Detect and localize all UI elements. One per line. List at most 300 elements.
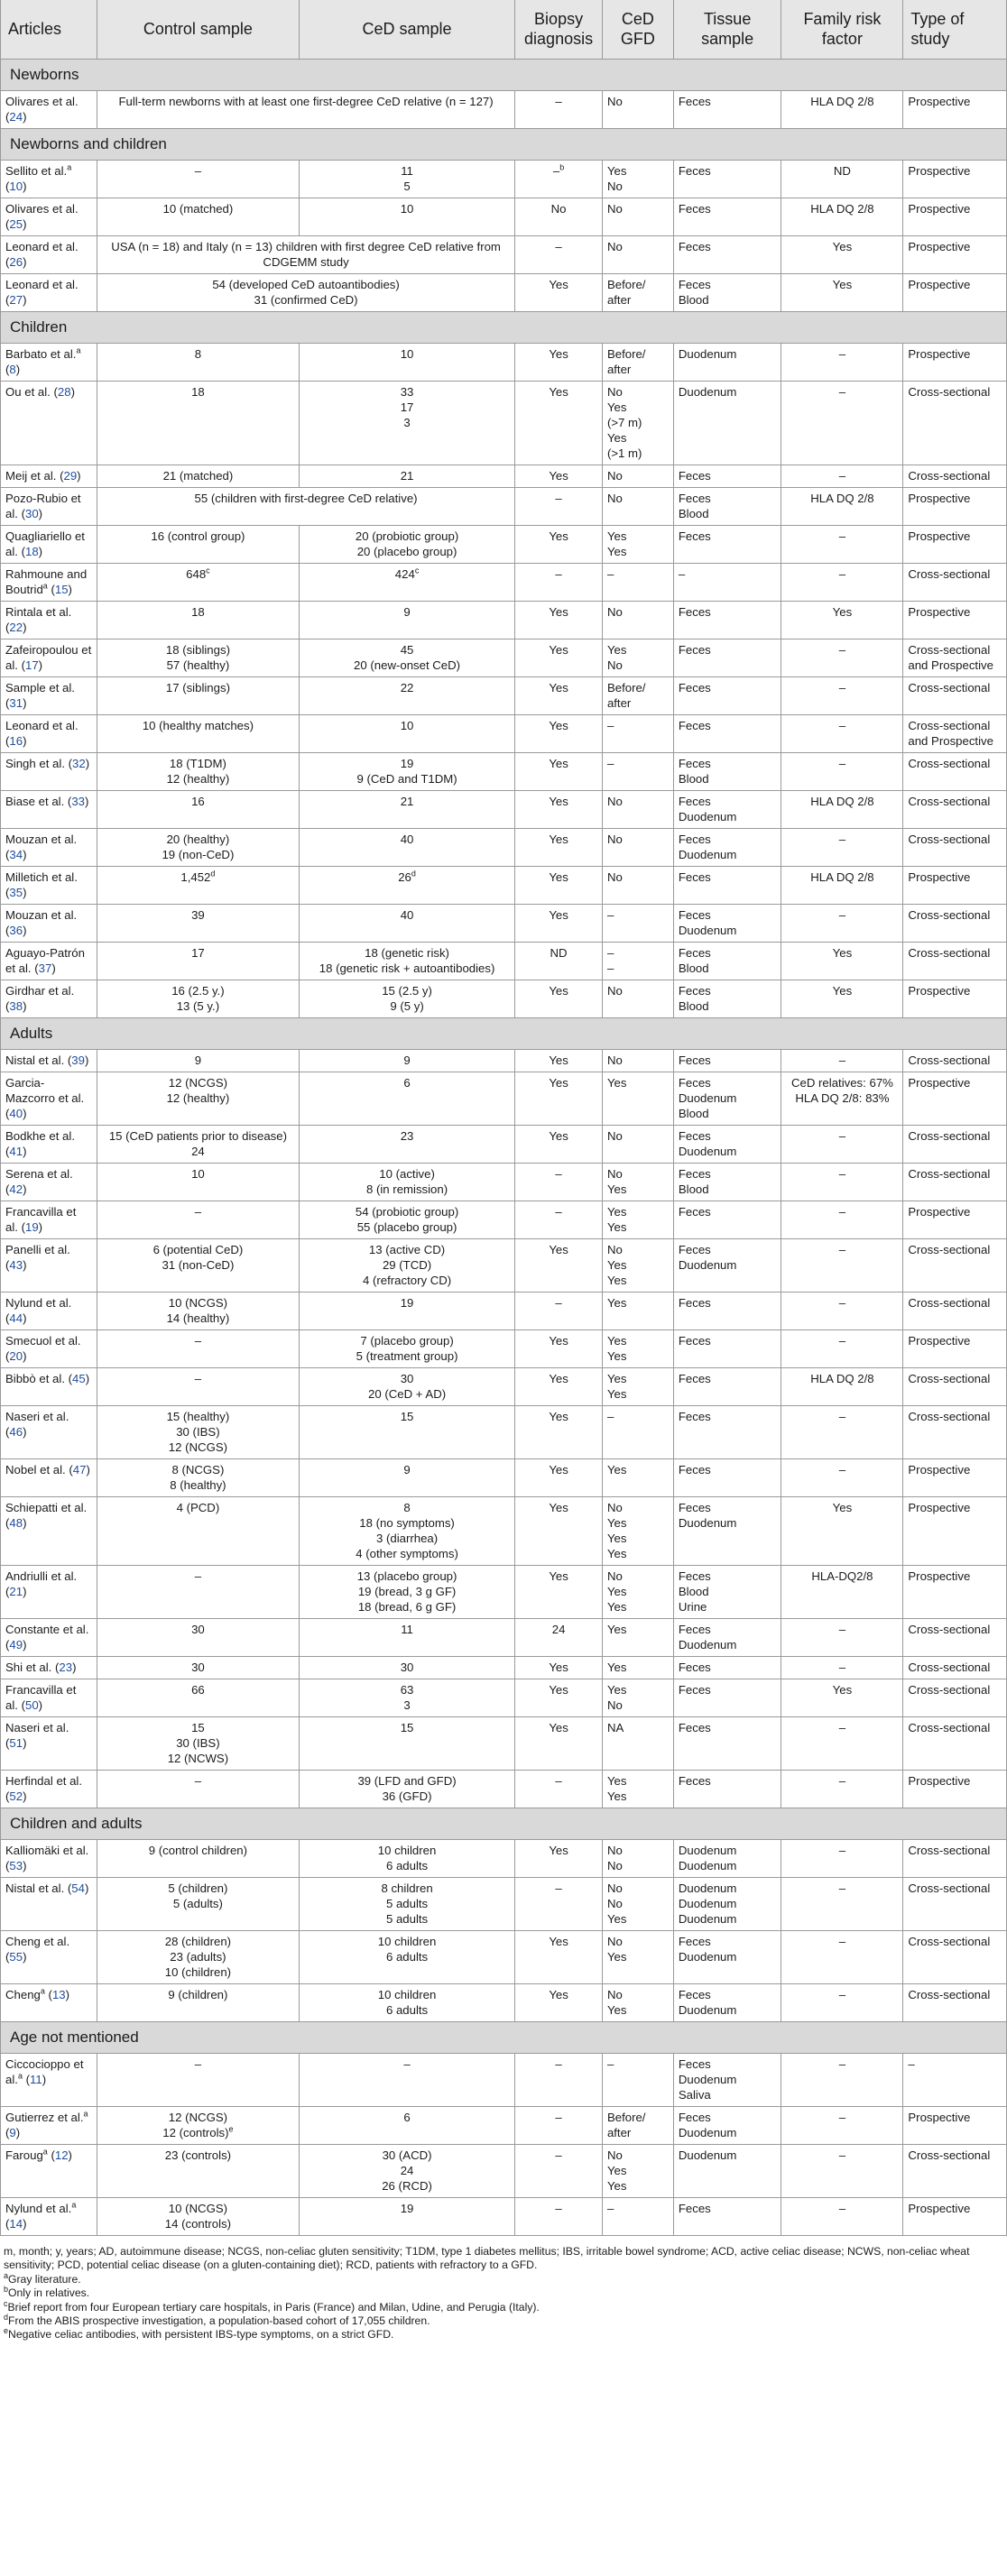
article-author: Nylund et al. — [5, 2202, 72, 2215]
cell-ced-sample — [299, 1330, 514, 1368]
cell-family-risk — [781, 161, 903, 198]
reference-link[interactable]: 46 — [9, 1425, 23, 1439]
cell-tissue — [673, 867, 781, 905]
cell-biopsy — [515, 1984, 603, 2022]
reference-link[interactable]: 33 — [71, 795, 85, 808]
cell-article: Smecuol et al. (20) — [1, 1330, 97, 1368]
cell-study-type: Cross-sectional — [903, 465, 1007, 488]
cell-line: No — [606, 1129, 623, 1143]
cell-family-risk — [781, 91, 903, 129]
cell-line: No — [606, 1053, 623, 1067]
table-row — [1, 753, 1007, 791]
cell-study-type: Cross-sectional — [903, 829, 1007, 867]
cell-ced-sample — [299, 1126, 514, 1164]
biopsy-value: – — [555, 1296, 562, 1310]
cell-line: Duodenum — [678, 848, 737, 861]
cell-line: 6 (potential CeD) — [152, 1243, 244, 1256]
reference-link[interactable]: 38 — [9, 999, 23, 1013]
cell-line: Feces — [678, 681, 711, 695]
cell-line: – — [838, 1661, 846, 1674]
cell-line: 4 (refractory CD) — [362, 1274, 452, 1287]
cell-ced-sample — [299, 1931, 514, 1984]
cell-tissue — [673, 465, 781, 488]
cell-line: NA — [606, 1721, 624, 1734]
reference-link[interactable]: 25 — [9, 217, 23, 231]
cell-biopsy — [515, 1239, 603, 1293]
cell-gfd — [602, 488, 673, 526]
cell-article: Milletich et al. (35) — [1, 867, 97, 905]
cell-line: 8 — [194, 347, 202, 361]
cell-line: No — [606, 469, 623, 483]
cell-family-risk — [781, 1368, 903, 1406]
cell-line: 11 — [401, 164, 413, 178]
cell-ced-sample — [299, 602, 514, 639]
cell-gfd — [602, 715, 673, 753]
cell-line: 66 — [191, 1683, 205, 1697]
biopsy-value: Yes — [549, 757, 568, 770]
cell-tissue — [673, 980, 781, 1018]
cell-line: Yes — [606, 1600, 627, 1614]
biopsy-value: Yes — [549, 1243, 568, 1256]
biopsy-value: – — [552, 164, 560, 178]
reference-link[interactable]: 54 — [71, 1881, 85, 1895]
cell-line: – — [838, 1205, 846, 1219]
cell-ced-sample — [299, 980, 514, 1018]
cell-line: 12 (healthy) — [166, 1091, 230, 1105]
cell-article: Schiepatti et al. (48) — [1, 1497, 97, 1566]
cell-biopsy — [515, 1840, 603, 1878]
cell-gfd — [602, 1368, 673, 1406]
cell-line: Yes — [832, 946, 853, 960]
cell-gfd — [602, 1050, 673, 1072]
cell-line: Blood — [678, 293, 709, 307]
cell-line: 8 (NCGS) — [171, 1463, 225, 1477]
cell-ced-sample — [299, 867, 514, 905]
biopsy-value: ND — [550, 946, 568, 960]
cell-gfd — [602, 1566, 673, 1619]
table-row — [1, 382, 1007, 465]
table-row — [1, 1878, 1007, 1931]
cell-line: Saliva — [678, 2088, 711, 2102]
cell-control-sample — [97, 1931, 299, 1984]
footnote-a: $^a$Gray literature. — [4, 2270, 81, 2286]
cell-study-type: Prospective — [903, 1459, 1007, 1497]
cell-line: Duodenum — [678, 1897, 737, 1910]
reference-link[interactable]: 23 — [59, 1661, 73, 1674]
cell-line: Full-term newborns with at least one first-degree CeD relative (n = 127) — [118, 95, 494, 108]
cell-study-type: Cross-sectional — [903, 1878, 1007, 1931]
cell-family-risk — [781, 1878, 903, 1931]
biopsy-value: Yes — [549, 719, 568, 732]
table-row — [1, 1201, 1007, 1239]
cell-tissue — [673, 829, 781, 867]
reference-link[interactable]: 19 — [25, 1220, 39, 1234]
cell-line: No — [606, 1569, 623, 1583]
cell-control-sample — [97, 161, 299, 198]
cell-line: after — [606, 293, 632, 307]
cell-gfd — [602, 2107, 673, 2145]
biopsy-value: Yes — [549, 385, 568, 399]
cell-line: 5 (adults) — [172, 1897, 223, 1910]
reference-link[interactable]: 12 — [54, 2148, 69, 2162]
cell-line: Yes — [606, 1774, 627, 1788]
reference-link[interactable]: 43 — [9, 1258, 23, 1272]
cell-tissue — [673, 753, 781, 791]
cell-line: Yes — [606, 1623, 627, 1636]
cell-control-sample — [97, 980, 299, 1018]
cell-line: 9 (5 y) — [390, 999, 424, 1013]
cell-article: Naseri et al. (51) — [1, 1717, 97, 1771]
biopsy-value: – — [555, 2057, 562, 2071]
cell-line: Duodenum — [678, 347, 737, 361]
cell-line: Feces — [678, 833, 711, 846]
cell-line: – — [838, 1410, 846, 1423]
cell-control-sample — [97, 1201, 299, 1239]
article-author: Sellito et al. — [5, 164, 68, 178]
article-author: Singh et al. — [5, 757, 65, 770]
cell-line: Feces — [678, 1683, 711, 1697]
cell-line: 9 (children) — [168, 1988, 228, 2001]
cell-study-type: Cross-sectional — [903, 1984, 1007, 2022]
cell-line: Yes — [606, 164, 627, 178]
reference-link[interactable]: 27 — [9, 293, 23, 307]
cell-line: – — [838, 1463, 846, 1477]
cell-article: Herfindal et al. (52) — [1, 1771, 97, 1808]
cell-article: Nylund et al. (44) — [1, 1293, 97, 1330]
reference-link[interactable]: 51 — [9, 1736, 23, 1750]
cell-line: USA (n = 18) and Italy (n = 13) children with first degree CeD relative from CDGEMM study — [111, 240, 501, 269]
reference-link[interactable]: 26 — [9, 255, 23, 269]
cell-line: Before/ — [606, 2111, 646, 2124]
reference-link[interactable]: 29 — [63, 469, 78, 483]
reference-link[interactable]: 22 — [9, 621, 23, 634]
cell-line: Yes — [606, 1683, 627, 1697]
cell-ced-sample — [299, 943, 514, 980]
reference-link[interactable]: 32 — [72, 757, 86, 770]
reference-link[interactable]: 8 — [9, 363, 16, 376]
reference-link[interactable]: 40 — [9, 1107, 23, 1120]
cell-line: No — [606, 1844, 623, 1857]
cell-biopsy — [515, 161, 603, 198]
cell-line: 20 (CeD + AD) — [368, 1387, 447, 1401]
cell-family-risk — [781, 2107, 903, 2145]
cell-line: Duodenum — [678, 2126, 737, 2139]
cell-line: 57 (healthy) — [166, 658, 230, 672]
cell-biopsy — [515, 980, 603, 1018]
cell-family-risk — [781, 526, 903, 564]
cell-gfd — [602, 91, 673, 129]
cell-family-risk — [781, 198, 903, 236]
cell-line: 15 (healthy) — [166, 1410, 230, 1423]
reference-link[interactable]: 45 — [72, 1372, 86, 1385]
cell-biopsy — [515, 2107, 603, 2145]
table-row — [1, 1050, 1007, 1072]
cell-line: No — [606, 605, 623, 619]
cell-article: Zafeiropoulou et al. (17) — [1, 639, 97, 677]
reference-link[interactable]: 31 — [9, 696, 23, 710]
cell-line: Yes — [606, 1182, 627, 1196]
cell-ced-sample — [299, 1201, 514, 1239]
cell-tissue — [673, 1368, 781, 1406]
reference-link[interactable]: 50 — [25, 1698, 39, 1712]
table-row — [1, 1657, 1007, 1679]
cell-study-type: Cross-sectional — [903, 791, 1007, 829]
cell-gfd — [602, 1717, 673, 1771]
header-row — [1, 0, 1007, 60]
cell-tissue — [673, 1050, 781, 1072]
article-author: Nistal et al. — [5, 1881, 65, 1895]
cell-line: Feces — [678, 719, 711, 732]
reference-link[interactable]: 36 — [9, 924, 23, 937]
cell-line: No — [606, 1243, 623, 1256]
cell-line: 40 — [400, 833, 414, 846]
cell-control-sample — [97, 1164, 299, 1201]
table-row — [1, 1126, 1007, 1164]
cell-biopsy — [515, 2054, 603, 2107]
reference-link[interactable]: 55 — [9, 1950, 23, 1964]
cell-gfd — [602, 526, 673, 564]
biopsy-value: – — [555, 1881, 562, 1895]
article-footnote-mark: a — [42, 2147, 48, 2157]
cell-tissue — [673, 1164, 781, 1201]
cell-line: – — [606, 946, 614, 960]
cell-line: 30 (ACD) — [382, 2148, 432, 2162]
cell-line: 18 — [191, 605, 205, 619]
cell-line: – — [838, 2057, 846, 2071]
cell-line: Yes — [606, 1274, 627, 1287]
reference-link[interactable]: 30 — [25, 507, 39, 520]
cell-line: Yes — [606, 2003, 627, 2017]
cell-line: 10 (NCGS) — [168, 2202, 228, 2215]
reference-link[interactable]: 41 — [9, 1145, 23, 1158]
header-ced-sample: CeD sample — [299, 0, 514, 60]
table-row — [1, 2198, 1007, 2236]
cell-biopsy — [515, 677, 603, 715]
biopsy-value: – — [555, 2202, 562, 2215]
cell-line: 20 (healthy) — [166, 833, 230, 846]
cell-gfd — [602, 1459, 673, 1497]
cell-gfd — [602, 677, 673, 715]
cell-article: Francavilla et al. (19) — [1, 1201, 97, 1239]
cell-tissue — [673, 639, 781, 677]
cell-line: Yes — [606, 431, 627, 445]
cell-biopsy — [515, 1330, 603, 1368]
reference-link[interactable]: 11 — [30, 2073, 42, 2086]
reference-link[interactable]: 34 — [9, 848, 23, 861]
article-author: Kalliomäki et al. — [5, 1844, 89, 1857]
reference-link[interactable]: 42 — [9, 1182, 23, 1196]
cell-line: Feces — [678, 2202, 711, 2215]
cell-line: 8 (healthy) — [170, 1478, 226, 1492]
header-family-risk-factor: Family risk factor — [781, 0, 903, 60]
cell-article: Barbato et al.$^a$ (8) — [1, 344, 97, 382]
cell-ced-sample — [299, 2107, 514, 2145]
cell-article: Nylund et al.$^a$ (14) — [1, 2198, 97, 2236]
table-row — [1, 1293, 1007, 1330]
reference-link[interactable]: 18 — [25, 545, 39, 558]
section-title: Newborns — [1, 60, 1007, 91]
cell-gfd — [602, 943, 673, 980]
cell-ced-sample — [299, 1566, 514, 1619]
cell-gfd — [602, 753, 673, 791]
cell-article: Cheng et al. (55) — [1, 1931, 97, 1984]
cell-tissue — [673, 677, 781, 715]
reference-link[interactable]: 9 — [9, 2126, 16, 2139]
control-footnote-mark: c — [206, 566, 210, 575]
cell-tissue — [673, 564, 781, 602]
article-author: Bibbò et al. — [5, 1372, 65, 1385]
article-footnote-mark: a — [67, 162, 72, 172]
reference-link[interactable]: 48 — [9, 1516, 23, 1530]
cell-line: 5 (treatment group) — [356, 1349, 458, 1363]
cell-line: No — [606, 1698, 623, 1712]
cell-family-risk — [781, 564, 903, 602]
cell-article: Biase et al. (33) — [1, 791, 97, 829]
article-author: Mouzan et al. — [5, 833, 78, 846]
cell-line: – — [838, 2148, 846, 2162]
reference-link[interactable]: 20 — [9, 1349, 23, 1363]
cell-line: 6 adults — [385, 1950, 429, 1964]
reference-link[interactable]: 10 — [9, 179, 23, 193]
cell-line: – — [838, 2111, 846, 2124]
cell-line: – — [838, 719, 846, 732]
cell-control-sample — [97, 1330, 299, 1368]
cell-line: 10 (NCGS) — [168, 1296, 228, 1310]
reference-link[interactable]: 52 — [9, 1789, 23, 1803]
cell-article: Leonard et al. (16) — [1, 715, 97, 753]
cell-line: Blood — [678, 1107, 709, 1120]
cell-line: after — [606, 696, 632, 710]
cell-sample-combined — [97, 236, 514, 274]
cell-line: 9 (control children) — [148, 1844, 248, 1857]
reference-link[interactable]: 24 — [9, 110, 23, 124]
biopsy-value: Yes — [549, 1129, 568, 1143]
reference-link[interactable]: 13 — [51, 1988, 66, 2001]
cell-control-sample — [97, 1239, 299, 1293]
cell-line: – — [838, 1129, 846, 1143]
biopsy-value: – — [555, 492, 562, 505]
cell-line: Yes — [832, 605, 853, 619]
cell-family-risk — [781, 2054, 903, 2107]
article-author: Gutierrez et al. — [5, 2111, 84, 2124]
cell-gfd — [602, 1239, 673, 1293]
cell-tissue — [673, 236, 781, 274]
article-author: Mouzan et al. — [5, 908, 78, 922]
reference-link[interactable]: 28 — [57, 385, 71, 399]
cell-control-sample — [97, 344, 299, 382]
cell-control-sample — [97, 1406, 299, 1459]
cell-line: 31 (confirmed CeD) — [254, 293, 358, 307]
cell-line: HLA-DQ2/8 — [811, 1569, 873, 1583]
cell-family-risk — [781, 1840, 903, 1878]
cell-ced-sample — [299, 1239, 514, 1293]
cell-control-sample — [97, 2145, 299, 2198]
cell-line: Yes — [606, 2179, 627, 2193]
reference-link[interactable]: 35 — [9, 886, 23, 899]
cell-line: – — [194, 2057, 202, 2071]
article-author: Nylund et al. — [5, 1296, 72, 1310]
cell-line: Yes — [606, 1585, 627, 1598]
cell-ced-sample — [299, 1657, 514, 1679]
cell-line: Duodenum — [678, 2003, 737, 2017]
cell-article: Ciccocioppo et al.$^a$ (11) — [1, 2054, 97, 2107]
cell-line: Duodenum — [678, 1516, 737, 1530]
cell-article: Quagliariello et al. (18) — [1, 526, 97, 564]
reference-link[interactable]: 44 — [9, 1311, 23, 1325]
cell-study-type: Cross-sectional — [903, 382, 1007, 465]
article-footnote-mark: a — [17, 2071, 23, 2081]
biopsy-value: – — [555, 2148, 562, 2162]
table-row — [1, 1459, 1007, 1497]
cell-gfd — [602, 2145, 673, 2198]
reference-link[interactable]: 16 — [9, 734, 23, 748]
biopsy-value: Yes — [549, 795, 568, 808]
cell-study-type: Prospective — [903, 1771, 1007, 1808]
section-title: Adults — [1, 1018, 1007, 1050]
footnote-e: $^e$Negative celiac antibodies, with persistent IBS-type symptoms, on a strict GFD. — [4, 2326, 394, 2341]
section-row — [1, 2022, 1007, 2054]
cell-article: Garcia-Mazcorro et al. (40) — [1, 1072, 97, 1126]
cell-study-type: Cross-sectional — [903, 1657, 1007, 1679]
footnote-b: $^b$Only in relatives. — [4, 2285, 90, 2300]
table-row — [1, 905, 1007, 943]
cell-line: 24 — [400, 2164, 414, 2177]
reference-link[interactable]: 14 — [9, 2217, 23, 2231]
cell-study-type: Prospective — [903, 344, 1007, 382]
cell-line: HLA DQ 2/8 — [810, 95, 874, 108]
cell-family-risk — [781, 1201, 903, 1239]
cell-tissue — [673, 1657, 781, 1679]
cell-line: – — [838, 469, 846, 483]
cell-line: 12 (NCGS) — [168, 1440, 228, 1454]
cell-gfd — [602, 1126, 673, 1164]
cell-line: 424$^c$ — [394, 566, 420, 581]
cell-article: Constante et al. (49) — [1, 1619, 97, 1657]
cell-biopsy — [515, 1293, 603, 1330]
cell-line: – — [838, 757, 846, 770]
article-author: Nistal et al. — [5, 1053, 65, 1067]
reference-link[interactable]: 15 — [54, 583, 69, 596]
cell-line: 7 (placebo group) — [360, 1334, 454, 1348]
reference-link[interactable]: 17 — [25, 658, 39, 672]
table-row — [1, 1072, 1007, 1126]
cell-line: 16 (2.5 y.) — [171, 984, 225, 998]
reference-link[interactable]: 53 — [9, 1859, 23, 1872]
cell-line: Yes — [832, 984, 853, 998]
cell-family-risk — [781, 1717, 903, 1771]
cell-article: Gutierrez et al.$^a$ (9) — [1, 2107, 97, 2145]
reference-link[interactable]: 47 — [72, 1463, 87, 1477]
cell-article: Rintala et al. (22) — [1, 602, 97, 639]
cell-tissue — [673, 1931, 781, 1984]
cell-family-risk — [781, 753, 903, 791]
reference-link[interactable]: 39 — [71, 1053, 85, 1067]
cell-line: – — [606, 567, 614, 581]
cell-line: No — [606, 240, 623, 253]
cell-line: Yes — [606, 1789, 627, 1803]
cell-control-sample — [97, 1878, 299, 1931]
cell-article: Kalliomäki et al. (53) — [1, 1840, 97, 1878]
reference-link[interactable]: 21 — [9, 1585, 23, 1598]
cell-line: – — [606, 719, 614, 732]
reference-link[interactable]: 49 — [9, 1638, 23, 1651]
cell-ced-sample — [299, 639, 514, 677]
article-author: Francavilla et al. — [5, 1205, 77, 1234]
reference-link[interactable]: 37 — [38, 961, 52, 975]
footnotes — [0, 2236, 1007, 2342]
cell-control-sample — [97, 1657, 299, 1679]
cell-gfd — [602, 1984, 673, 2022]
